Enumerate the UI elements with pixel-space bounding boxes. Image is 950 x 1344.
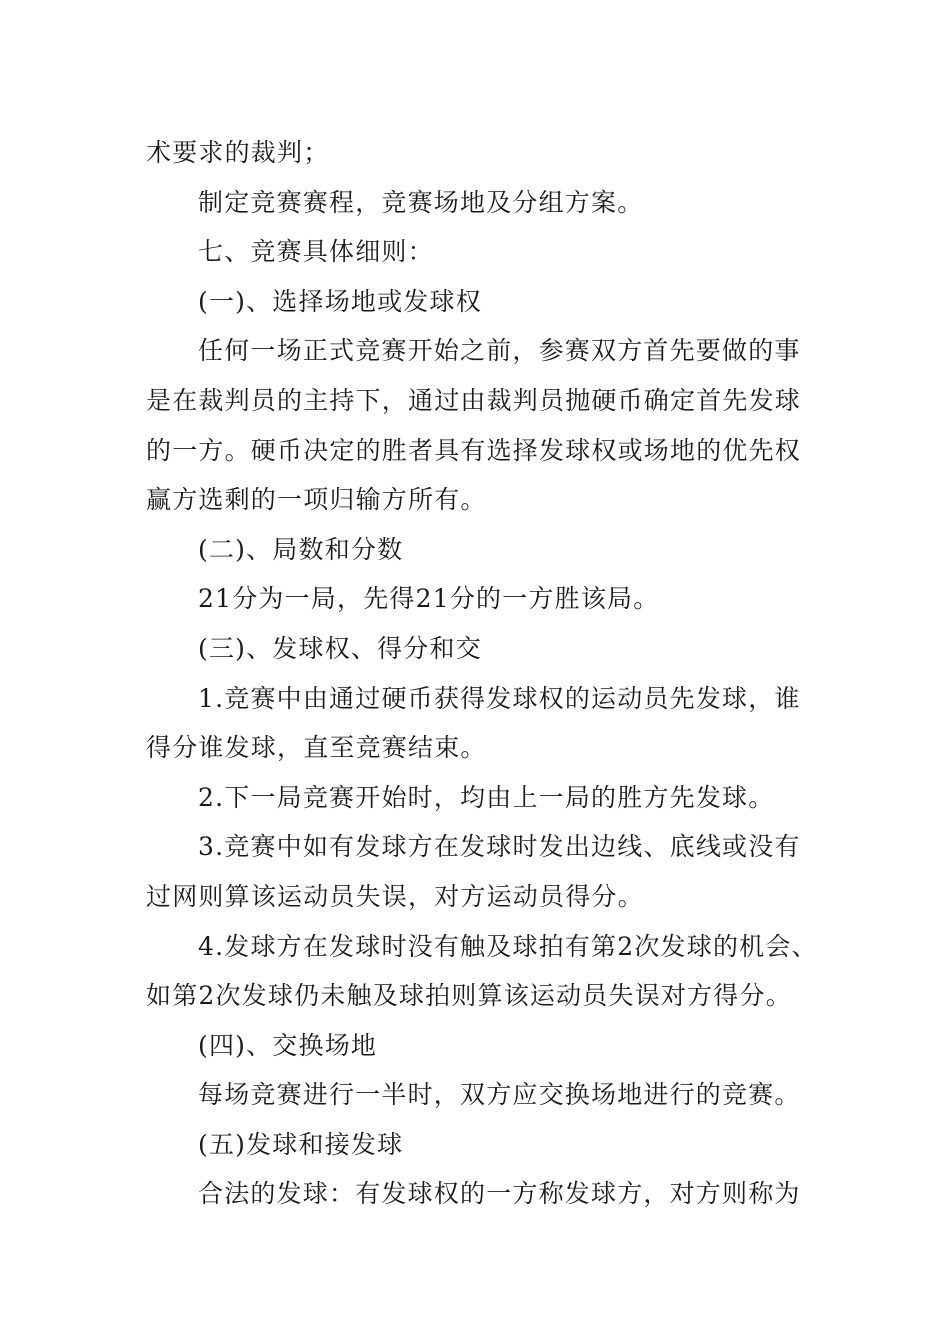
text-line: 合法的发球：有发球权的一方称发球方，对方则称为 — [198, 1179, 801, 1209]
text-line: 得分谁发球，直至竞赛结束。 — [146, 733, 487, 763]
text-line: 1.竞赛中由通过硬币获得发球权的运动员先发球，谁 — [198, 683, 801, 713]
text-line: 过网则算该运动员失误，对方运动员得分。 — [146, 881, 644, 911]
subsection-heading: (二)、局数和分数 — [198, 534, 404, 564]
text-line: 任何一场正式竞赛开始之前，参赛双方首先要做的事 — [198, 336, 801, 366]
text-line: 的一方。硬币决定的胜者具有选择发球权或场地的优先权 — [146, 435, 802, 465]
text-line: 4.发球方在发球时没有触及球拍有第2次发球的机会、 — [198, 931, 818, 961]
subsection-heading: (三)、发球权、得分和交 — [198, 633, 482, 663]
text-line: 21分为一局，先得21分的一方胜该局。 — [198, 584, 660, 614]
subsection-heading: (一)、选择场地或发球权 — [198, 286, 482, 316]
subsection-heading: (四)、交换场地 — [198, 1030, 378, 1060]
document-body — [146, 128, 818, 1219]
text-line: 如第2次发球仍未触及球拍则算该运动员失误对方得分。 — [146, 981, 792, 1011]
text-line: 每场竞赛进行一半时，双方应交换场地进行的竞赛。 — [198, 1080, 801, 1110]
text-line: 是在裁判员的主持下，通过由裁判员抛硬币确定首先发球 — [146, 385, 802, 415]
text-line: 赢方选剩的一项归输方所有。 — [146, 485, 487, 515]
text-line: 制定竞赛赛程，竞赛场地及分组方案。 — [198, 187, 644, 217]
text-line: 3.竞赛中如有发球方在发球时发出边线、底线或没有 — [198, 832, 801, 862]
text-line: 2.下一局竞赛开始时，均由上一局的胜方先发球。 — [198, 782, 775, 812]
section-heading: 七、竞赛具体细则： — [198, 237, 434, 267]
text-line: 术要求的裁判； — [146, 138, 330, 167]
subsection-heading: (五)发球和接发球 — [198, 1129, 404, 1159]
